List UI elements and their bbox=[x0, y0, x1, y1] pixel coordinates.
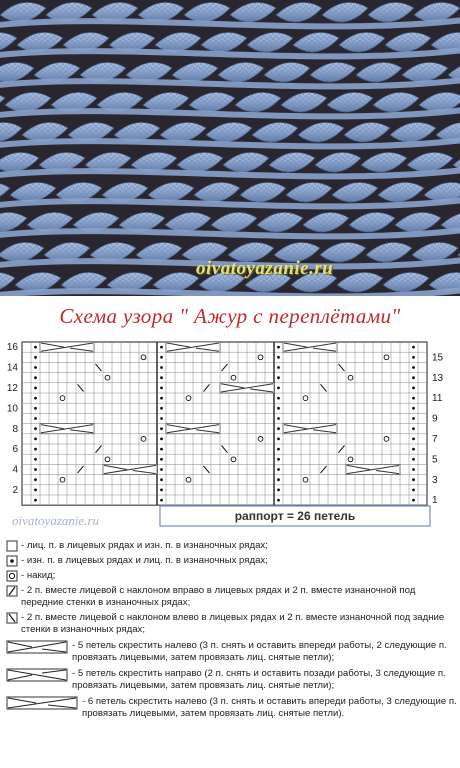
legend-item-cable-left-6 bbox=[6, 696, 458, 720]
cable-left-5-icon bbox=[6, 640, 68, 654]
purl-dot bbox=[277, 427, 280, 430]
purl-dot bbox=[34, 448, 37, 451]
cable-right-5-icon bbox=[6, 668, 68, 682]
circle-square-icon bbox=[6, 570, 18, 582]
purl-dot bbox=[34, 356, 37, 359]
purl-dot bbox=[160, 489, 163, 492]
purl-dot bbox=[160, 366, 163, 369]
purl-dot bbox=[412, 366, 415, 369]
legend-text: - 2 п. вместе лицевой с наклоном вправо в лицевых рядах и 2 п. вместе изнаночной под передние стенки в изнаночных рядах; bbox=[21, 585, 416, 608]
purl-dot bbox=[277, 499, 280, 502]
purl-dot bbox=[277, 387, 280, 390]
purl-dot bbox=[160, 387, 163, 390]
row-number: 4 bbox=[12, 464, 18, 476]
legend-item-yarnover bbox=[6, 570, 458, 582]
purl-dot bbox=[412, 407, 415, 410]
purl-dot bbox=[34, 417, 37, 420]
row-number: 10 bbox=[6, 403, 18, 415]
purl-dot bbox=[160, 458, 163, 461]
purl-dot bbox=[160, 427, 163, 430]
purl-dot bbox=[277, 468, 280, 471]
purl-dot bbox=[34, 346, 37, 349]
legend-item-k2tog-right bbox=[6, 585, 458, 609]
purl-dot bbox=[412, 356, 415, 359]
legend-item-knit bbox=[6, 540, 458, 552]
row-number: 13 bbox=[432, 372, 444, 384]
purl-dot bbox=[277, 346, 280, 349]
purl-dot bbox=[277, 489, 280, 492]
legend-text: - лиц. п. в лицевых рядах и изн. п. в изнаночных рядах; bbox=[21, 540, 268, 551]
purl-dot bbox=[34, 489, 37, 492]
purl-dot bbox=[160, 478, 163, 481]
purl-dot bbox=[34, 458, 37, 461]
row-number: 2 bbox=[12, 484, 18, 496]
purl-dot bbox=[412, 397, 415, 400]
purl-dot bbox=[160, 417, 163, 420]
purl-dot bbox=[412, 376, 415, 379]
purl-dot bbox=[160, 397, 163, 400]
row-numbers-right bbox=[432, 352, 444, 506]
purl-dot bbox=[412, 346, 415, 349]
dot-square-icon bbox=[6, 555, 18, 567]
purl-dot bbox=[34, 387, 37, 390]
purl-dot bbox=[34, 468, 37, 471]
legend-item-k2tog-left bbox=[6, 612, 458, 636]
purl-dot bbox=[277, 366, 280, 369]
chart-grid bbox=[22, 342, 427, 505]
purl-dot bbox=[412, 438, 415, 441]
purl-dot bbox=[277, 376, 280, 379]
legend-text: - 2 п. вместе лицевой с наклоном влево в лицевых рядах и 2 п. вместе изнаночной под задние стенки в изнаночных рядах; bbox=[21, 612, 445, 635]
legend-text: - изн. п. в лицевых рядах и лиц. п. в изнаночных рядах; bbox=[21, 555, 268, 566]
right-slant-square-icon bbox=[6, 585, 18, 597]
row-number: 14 bbox=[6, 362, 18, 374]
left-slant-square-icon bbox=[6, 612, 18, 624]
purl-dot bbox=[34, 438, 37, 441]
purl-dot bbox=[277, 417, 280, 420]
chart-title: Схема узора " Ажур с переплётами" bbox=[59, 304, 401, 328]
purl-dot bbox=[277, 407, 280, 410]
purl-dot bbox=[160, 376, 163, 379]
purl-dot bbox=[34, 366, 37, 369]
row-number: 9 bbox=[432, 413, 438, 425]
cable-left-6-icon bbox=[6, 696, 78, 710]
empty-square-icon bbox=[6, 540, 18, 552]
row-numbers-left bbox=[7, 342, 19, 496]
legend-text: - накид; bbox=[21, 570, 56, 581]
purl-dot bbox=[412, 499, 415, 502]
row-number: 16 bbox=[6, 342, 18, 354]
purl-dot bbox=[412, 427, 415, 430]
purl-dot bbox=[160, 356, 163, 359]
purl-dot bbox=[160, 468, 163, 471]
purl-dot bbox=[34, 427, 37, 430]
purl-dot bbox=[412, 478, 415, 481]
knitting-chart bbox=[0, 330, 460, 528]
purl-dot bbox=[277, 356, 280, 359]
purl-dot bbox=[277, 438, 280, 441]
purl-dot bbox=[160, 438, 163, 441]
purl-dot bbox=[34, 376, 37, 379]
purl-dot bbox=[160, 346, 163, 349]
legend-item-purl bbox=[6, 555, 458, 567]
row-number: 6 bbox=[12, 444, 18, 456]
legend bbox=[6, 540, 458, 723]
purl-dot bbox=[34, 499, 37, 502]
rapport-label: раппорт = 26 петель bbox=[234, 509, 356, 523]
purl-dot bbox=[412, 489, 415, 492]
knitting-photo bbox=[0, 0, 460, 296]
purl-dot bbox=[412, 468, 415, 471]
purl-dot bbox=[160, 407, 163, 410]
row-number: 11 bbox=[432, 393, 443, 405]
row-number: 12 bbox=[6, 382, 18, 394]
row-number: 3 bbox=[432, 474, 438, 486]
row-number: 7 bbox=[432, 433, 438, 445]
row-number: 8 bbox=[12, 423, 18, 435]
purl-dot bbox=[412, 448, 415, 451]
purl-dot bbox=[160, 499, 163, 502]
purl-dot bbox=[277, 458, 280, 461]
legend-text: - 5 петель скрестить направо (2 п. снять и оставить позади работы, 3 следующие п. провязать лицевыми, затем провязать лиц. снятые петли); bbox=[72, 668, 446, 691]
legend-item-cable-right-5 bbox=[6, 668, 458, 692]
row-number: 15 bbox=[432, 352, 444, 364]
legend-text: - 6 петель скрестить налево (3 п. снять и оставить впереди работы, 3 следующие п. провязать лицевыми, затем провязать лиц. снятые петли). bbox=[82, 696, 457, 719]
row-number: 1 bbox=[432, 495, 438, 507]
photo-watermark: oivatoyazanie.ru bbox=[196, 258, 334, 279]
purl-dot bbox=[277, 397, 280, 400]
purl-dot bbox=[277, 478, 280, 481]
legend-item-cable-left-5 bbox=[6, 640, 458, 664]
purl-dot bbox=[34, 397, 37, 400]
purl-dot bbox=[34, 478, 37, 481]
purl-dot bbox=[412, 458, 415, 461]
purl-dot bbox=[160, 448, 163, 451]
purl-dot bbox=[412, 387, 415, 390]
purl-dot bbox=[412, 417, 415, 420]
purl-dot bbox=[277, 448, 280, 451]
row-number: 5 bbox=[432, 454, 438, 466]
chart-watermark: oivatoyazanie.ru bbox=[12, 513, 100, 528]
legend-text: - 5 петель скрестить налево (3 п. снять и оставить впереди работы, 2 следующие п. провязать лицевыми, затем провязать лиц. снятые петли); bbox=[72, 640, 447, 663]
purl-dot bbox=[34, 407, 37, 410]
